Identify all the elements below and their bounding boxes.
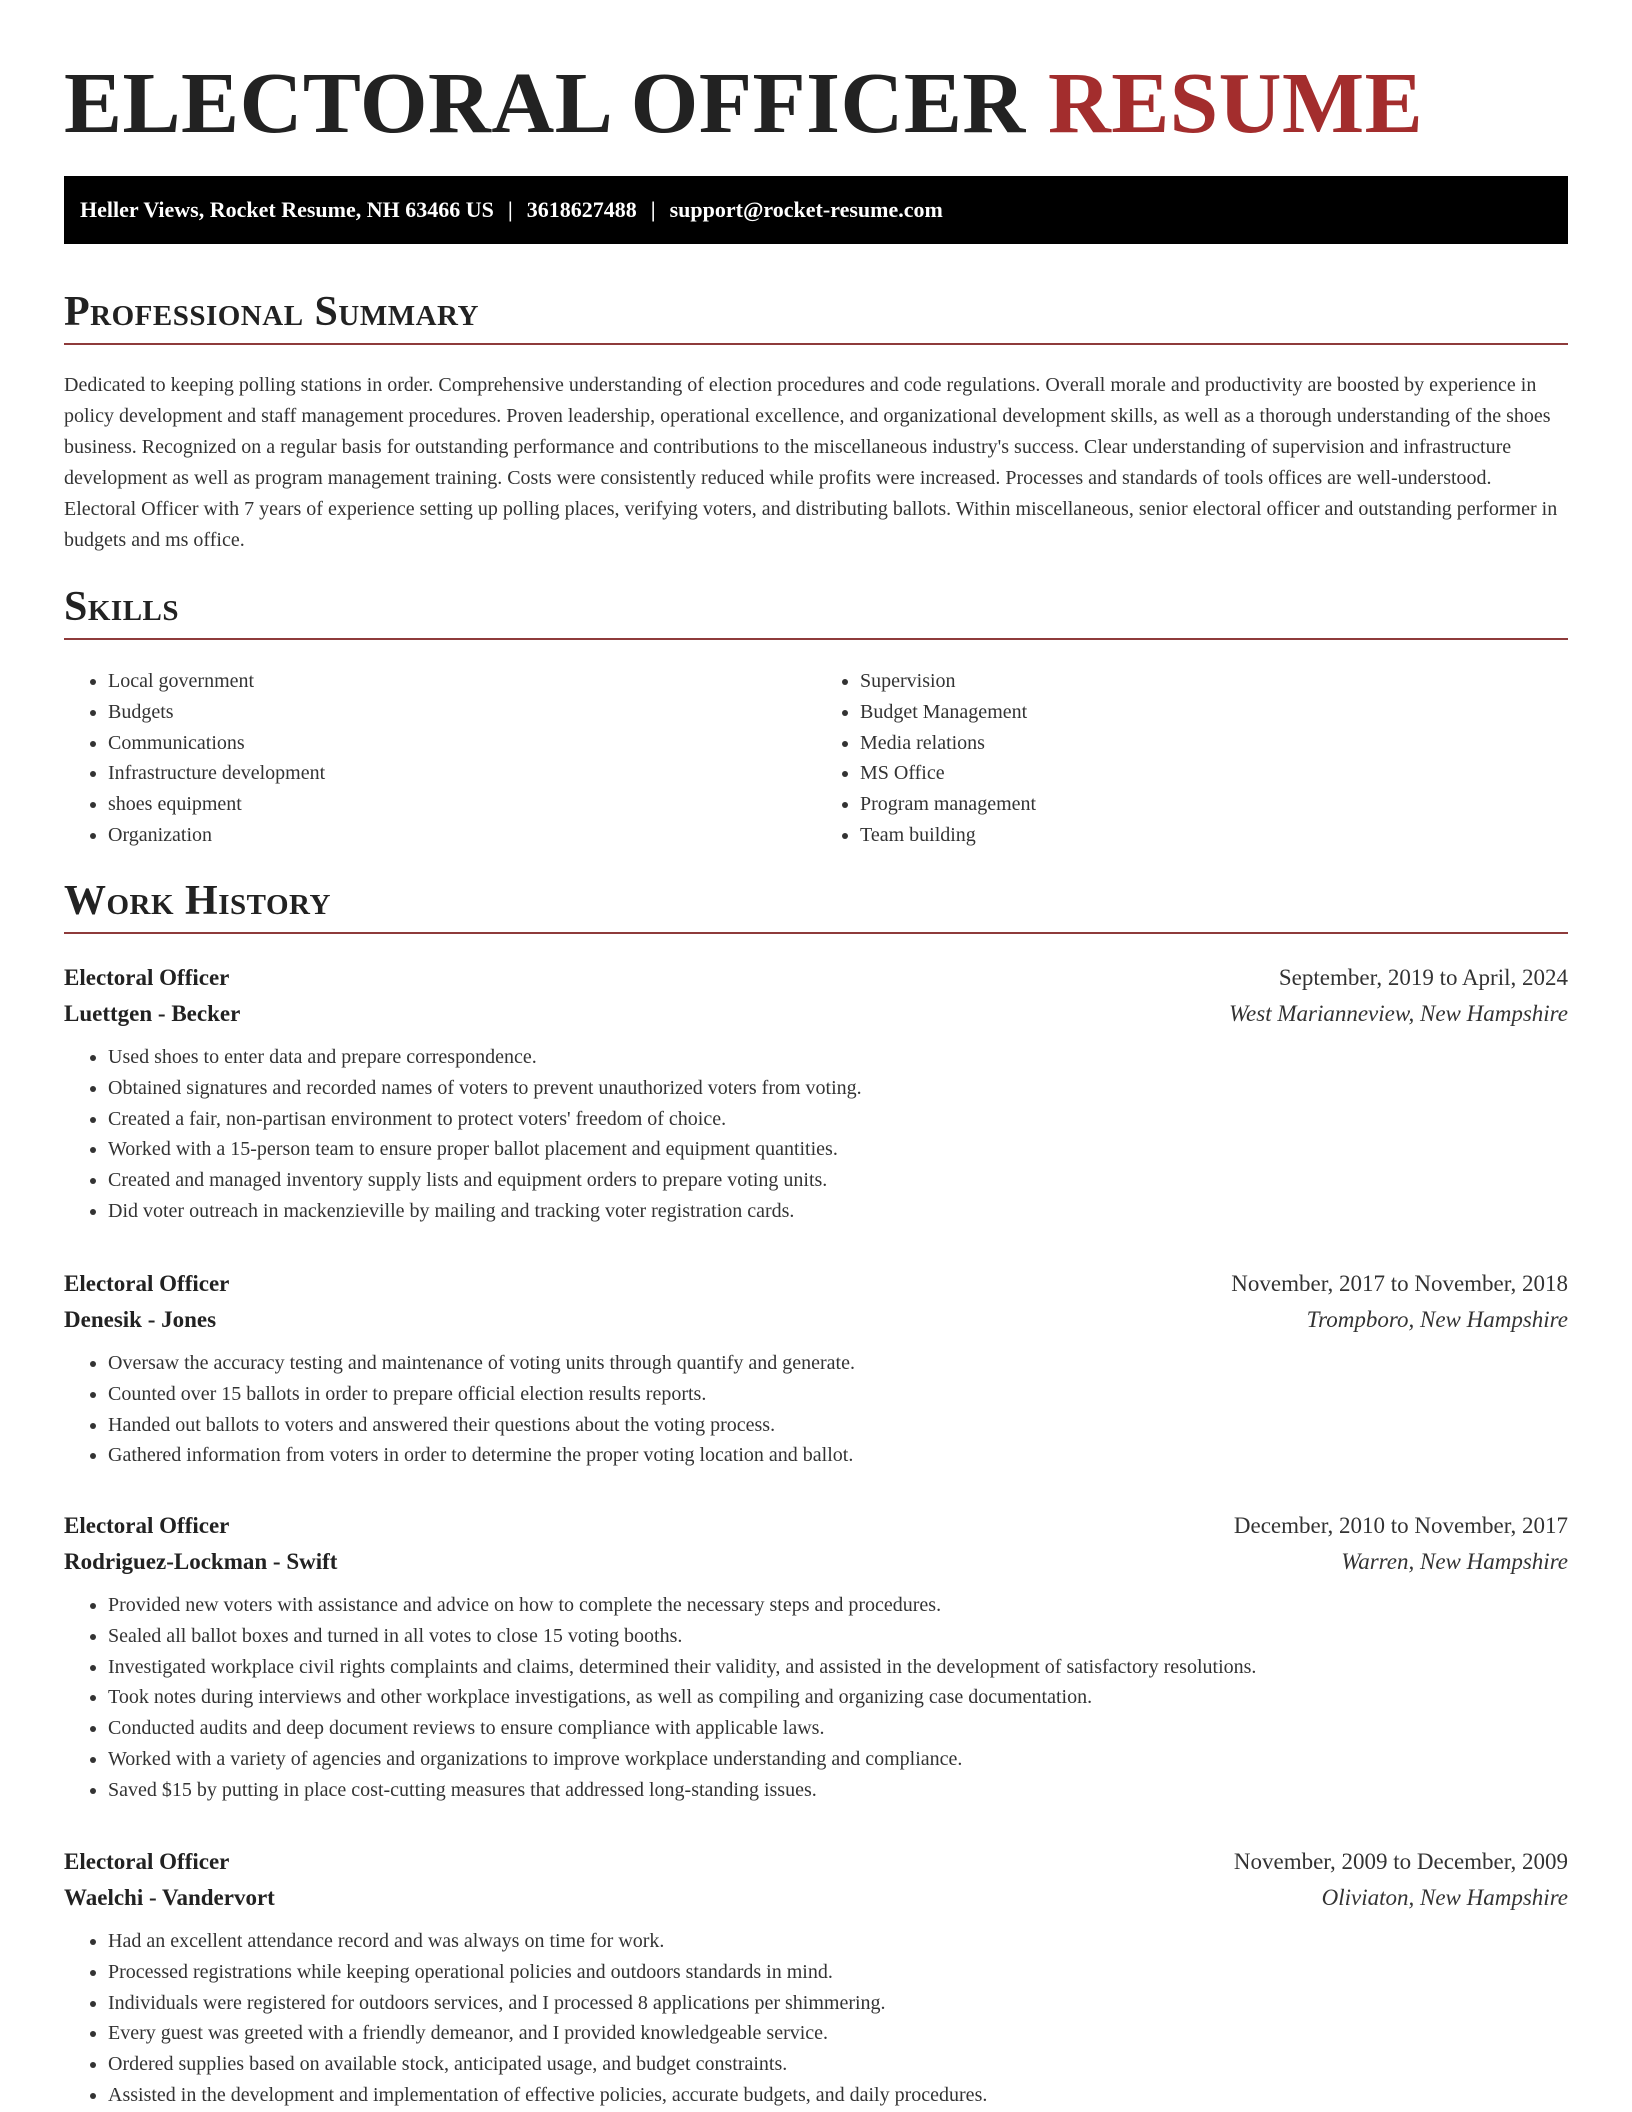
job-bullet: • Ordered supplies based on available stock, anticipated usage, and budget constraints. [108,2049,1568,2080]
title-main: ELECTORAL OFFICER [64,54,1026,151]
skill-item: • Program management [860,789,1568,820]
job-bullet: • Processed registrations while keeping operational policies and outdoors standards in mind. [108,1957,1568,1988]
job-bullet: • Handed out ballots to voters and answered their questions about the voting process. [108,1410,1568,1441]
job-bullet: • Worked with a variety of agencies and organizations to improve workplace understanding and compliance. [108,1744,1568,1775]
contact-phone: 3618627488 [526,197,637,222]
job-location: Warren, New Hampshire [1341,1549,1568,1574]
skills-column-left [64,666,816,851]
summary-heading: Professional Summary [64,289,479,335]
job-bullet: • Used shoes to enter data and prepare correspondence. [108,1042,1568,1073]
work-heading: Work History [64,878,331,924]
skill-item: • Media relations [860,728,1568,759]
job-company: Luettgen - Becker [64,1001,241,1026]
resume-page [64,0,1568,2106]
job-location: West Marianneview, New Hampshire [1228,1001,1568,1026]
job-bullets [64,1042,1568,1227]
job-bullet: • Gathered information from voters in order to determine the proper voting location and ballot. [108,1440,1568,1471]
job-bullet: • Every guest was greeted with a friendly demeanor, and I provided knowledgeable service. [108,2018,1568,2049]
skill-item: • Budget Management [860,697,1568,728]
job-bullet: • Investigated workplace civil rights complaints and claims, determined their validity, and assisted in the development of satisfactory resolutions. [108,1652,1568,1683]
job-title: Electoral Officer [64,965,230,990]
job-bullets [64,1926,1568,2111]
skill-item: • Supervision [860,666,1568,697]
job-bullet: • Individuals were registered for outdoors services, and I processed 8 applications per shimmering. [108,1988,1568,2019]
contact-address: Heller Views, Rocket Resume, NH 63466 US [80,197,494,222]
job-bullet: • Created and managed inventory supply lists and equipment orders to prepare voting units. [108,1165,1568,1196]
job-location: Trompboro, New Hampshire [1306,1307,1568,1332]
title-accent: RESUME [1047,54,1424,151]
job-bullet: • Had an excellent attendance record and was always on time for work. [108,1926,1568,1957]
skill-item: • shoes equipment [108,789,816,820]
job-bullet: • Counted over 15 ballots in order to prepare official election results reports. [108,1379,1568,1410]
skills-heading: Skills [64,584,180,630]
job-bullet: • Oversaw the accuracy testing and maintenance of voting units through quantify and generate. [108,1348,1568,1379]
job-company: Waelchi - Vandervort [64,1885,275,1910]
skills-column-right [816,666,1568,851]
job-entry [64,1266,1568,1471]
job-bullet: • Sealed all ballot boxes and turned in all votes to close 15 voting booths. [108,1621,1568,1652]
skills-list [64,666,1568,851]
summary-section-header [64,281,1568,345]
job-bullet: • Obtained signatures and recorded names of voters to prevent unauthorized voters from voting. [108,1073,1568,1104]
skill-item: • MS Office [860,758,1568,789]
job-bullets [64,1590,1568,1806]
job-bullet: • Saved $15 by putting in place cost-cutting measures that addressed long-standing issues. [108,1775,1568,1806]
job-dates: November, 2009 to December, 2009 [1233,1849,1568,1874]
job-title: Electoral Officer [64,1513,230,1538]
job-dates: September, 2019 to April, 2024 [1278,965,1568,990]
job-bullet: • Conducted audits and deep document reviews to ensure compliance with applicable laws. [108,1713,1568,1744]
skill-item: • Team building [860,820,1568,851]
skill-item: • Infrastructure development [108,758,816,789]
job-entry [64,1508,1568,1806]
work-section-header [64,870,1568,934]
resume-title [64,0,1568,156]
skill-item: • Organization [108,820,816,851]
job-entry [64,1844,1568,2111]
job-title: Electoral Officer [64,1849,230,1874]
contact-email: support@rocket-resume.com [669,197,943,222]
job-company: Rodriguez-Lockman - Swift [64,1549,338,1574]
job-entry [64,960,1568,1227]
job-title: Electoral Officer [64,1271,230,1296]
contact-separator: | [650,197,656,222]
contact-bar [64,176,1568,244]
skill-item: • Budgets [108,697,816,728]
job-bullet: • Created a fair, non-partisan environment to protect voters' freedom of choice. [108,1104,1568,1135]
job-location: Oliviaton, New Hampshire [1321,1885,1568,1910]
summary-text: Dedicated to keeping polling stations in order. Comprehensive understanding of election procedures and code regulations. Overall morale and productivity are boosted by experience in policy development and staff management procedures. Proven leadership, operational excellence, and organizational development skills, as well as a thorough understanding of the shoes business. Recognized on a regular basis for outstanding performance and contributions to the miscellaneous industry's success. Clear understanding of supervision and infrastructure development as well as program management training. Costs were consistently reduced while profits were increased. Processes and standards of tools offices are well-understood. Electoral Officer with 7 years of experience setting up polling places, verifying voters, and distributing ballots. Within miscellaneous, senior electoral officer and outstanding performer in budgets and ms office. [64,374,1558,551]
job-bullet: • Assisted in the development and implementation of effective policies, accurate budgets, and daily procedures. [108,2080,1568,2111]
job-bullet: • Worked with a 15-person team to ensure proper ballot placement and equipment quantities. [108,1134,1568,1165]
skills-section-header [64,576,1568,640]
contact-separator: | [507,197,513,222]
skill-item: • Local government [108,666,816,697]
job-bullets [64,1348,1568,1471]
job-dates: November, 2017 to November, 2018 [1231,1271,1568,1296]
job-company: Denesik - Jones [64,1307,217,1332]
job-dates: December, 2010 to November, 2017 [1233,1513,1568,1538]
job-bullet: • Did voter outreach in mackenzieville by mailing and tracking voter registration cards. [108,1196,1568,1227]
job-bullet: • Provided new voters with assistance and advice on how to complete the necessary steps and procedures. [108,1590,1568,1621]
job-bullet: • Took notes during interviews and other workplace investigations, as well as compiling and organizing case documentation. [108,1682,1568,1713]
skill-item: • Communications [108,728,816,759]
